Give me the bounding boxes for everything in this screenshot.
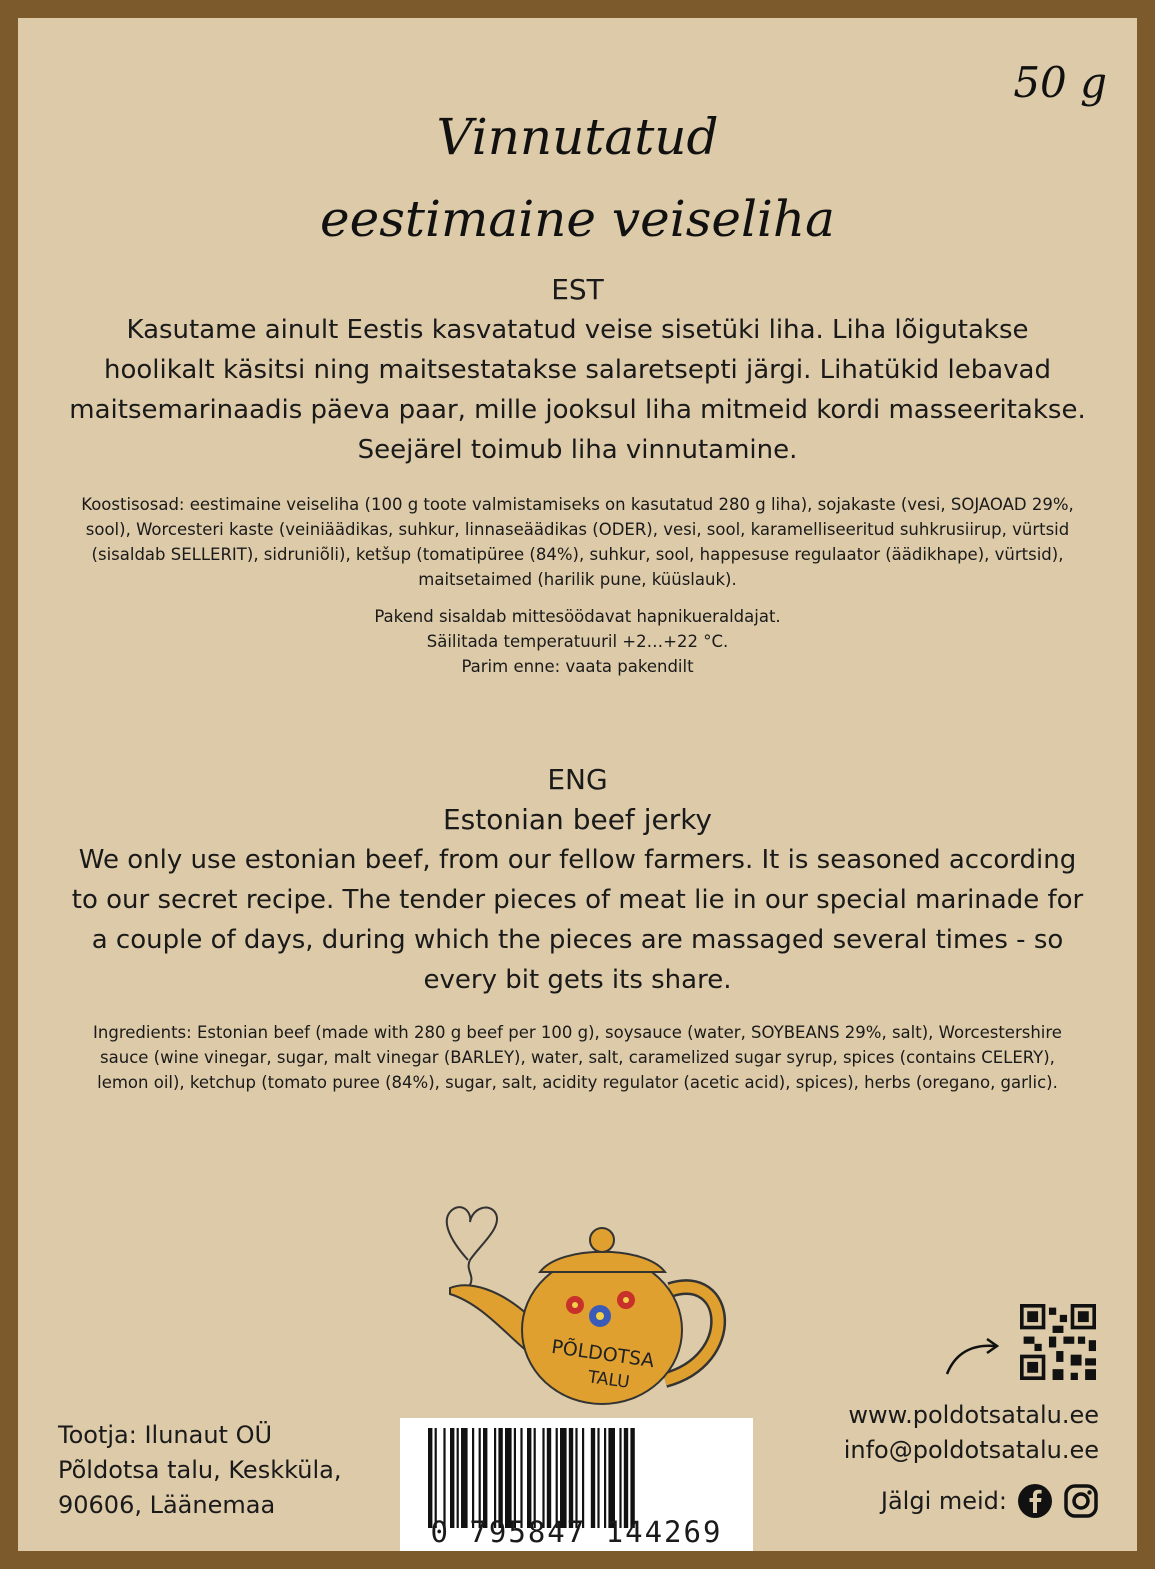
follow-label: Jälgi meid: xyxy=(880,1487,1007,1515)
barcode-bar xyxy=(547,1428,551,1528)
facebook-icon[interactable] xyxy=(1017,1483,1053,1519)
barcode-bar xyxy=(560,1428,567,1528)
flower-left-icon xyxy=(566,1296,584,1314)
eng-product-name: Estonian beef jerky xyxy=(442,803,712,836)
barcode-bar xyxy=(505,1428,512,1528)
barcode-bar xyxy=(569,1428,573,1528)
barcode-bar xyxy=(514,1428,516,1528)
barcode-bar xyxy=(520,1428,522,1528)
barcode-bar xyxy=(575,1428,577,1528)
qr-code-icon[interactable] xyxy=(1020,1304,1096,1380)
email-link[interactable]: info@poldotsatalu.ee xyxy=(843,1436,1099,1464)
barcode-bar xyxy=(527,1428,531,1528)
barcode-bar xyxy=(428,1428,432,1528)
flower-right-icon xyxy=(617,1291,635,1309)
contact-info xyxy=(844,1398,1099,1468)
product-label xyxy=(18,18,1137,1551)
est-storage-note: Säilitada temperatuuril +2…+22 °C. xyxy=(426,632,729,651)
est-language-heading: EST xyxy=(551,273,604,306)
instagram-icon[interactable] xyxy=(1063,1483,1099,1519)
logo-text-line-1: PÕLDOTSA xyxy=(550,1335,656,1373)
product-title-line-1: Vinnutatud xyxy=(436,108,719,166)
producer-line-2: Põldotsa talu, Keskküla, xyxy=(58,1456,342,1484)
product-title xyxy=(18,96,1137,260)
est-description: Kasutame ainult Eestis kasvatatud veise sisetüki liha. Liha lõigutakse hoolikalt käsitsi ning maitsestatakse salaretsepti järgi. Lihatükid lebavad maitsemarinaadis päeva paar, mille jooksul liha mitmeid kordi masseeritakse. Seejärel toimub liha vinnutamine. xyxy=(69,315,1086,465)
barcode-bar xyxy=(461,1428,468,1528)
logo-text-line-2: TALU xyxy=(586,1367,631,1393)
barcode-bar xyxy=(472,1428,474,1528)
est-best-before: Parim enne: vaata pakendilt xyxy=(461,657,694,676)
barcode-bar xyxy=(494,1428,496,1528)
eng-ingredients-text: Ingredients: Estonian beef (made with 280 g beef per 100 g), soysauce (water, SOYBEANS 29%, salt), Worcestershire sauce (wine vinegar, sugar, malt vinegar (BARLEY), water, salt, caramelized sugar syrup, spices (contains CELERY), lemon oil), ketchup (tomato puree (84%), sugar, salt, acidity regulator (acetic acid), spices), herbs (oregano, garlic). xyxy=(93,1023,1062,1092)
barcode-bar xyxy=(534,1428,536,1528)
barcode-bar xyxy=(608,1428,615,1528)
barcode-number: 0 795847 144269 xyxy=(430,1515,723,1549)
eng-language-heading: ENG xyxy=(547,763,608,796)
est-ingredients xyxy=(78,492,1077,679)
barcode-bar xyxy=(556,1428,558,1528)
eng-description: We only use estonian beef, from our fellow farmers. It is seasoned according to our secret recipe. The tender pieces of meat lie in our special marinade for a couple of days, during which the pieces are massaged several times - so every bit gets its share. xyxy=(71,845,1084,995)
social-follow xyxy=(881,1483,1099,1519)
barcode-bar xyxy=(479,1428,481,1528)
barcode-bar xyxy=(582,1428,584,1528)
producer-line-1: Tootja: Ilunaut OÜ xyxy=(58,1421,273,1449)
barcode-bar xyxy=(443,1428,445,1528)
barcode-bar xyxy=(624,1428,628,1528)
barcode-bar xyxy=(483,1428,487,1528)
barcode-bar xyxy=(604,1428,606,1528)
est-package-note: Pakend sisaldab mittesöödavat hapnikueraldajat. xyxy=(374,607,781,626)
barcode-bar xyxy=(630,1428,634,1528)
barcode-bar xyxy=(498,1428,502,1528)
website-link[interactable]: www.poldotsatalu.ee xyxy=(848,1401,1099,1429)
producer-info xyxy=(58,1418,341,1523)
flower-center-icon xyxy=(589,1305,611,1327)
barcode xyxy=(400,1418,753,1551)
barcode-bar xyxy=(435,1428,437,1528)
net-weight: 50 g xyxy=(1013,58,1107,107)
producer-line-3: 90606, Läänemaa xyxy=(58,1491,276,1519)
est-ingredients-text: Koostisosad: eestimaine veiseliha (100 g toote valmistamiseks on kasutatud 280 g liha), sojakaste (vesi, SOJAOAD 29%, sool), Worcesteri kaste (veiniäädikas, suhkur, linnaseäädikas (ODER), vesi, sool, karamelliseeritud suhkrusiirup, vürtsid (sisaldab SELLERIT), sidruniõli), ketšup (tomatipüree (84%), suhkur, sool, happesuse regulaator (äädikhape), vürtsid), xyxy=(81,495,1074,564)
est-section xyxy=(18,270,1137,679)
barcode-bar xyxy=(597,1428,599,1528)
barcode-bars xyxy=(400,1428,753,1528)
barcode-bar xyxy=(591,1428,595,1528)
product-title-line-2: eestimaine veiseliha xyxy=(320,190,835,248)
eng-ingredients xyxy=(78,1020,1077,1095)
curved-arrow-icon xyxy=(943,1336,1003,1378)
teapot-logo-icon xyxy=(430,1190,730,1410)
barcode-bar xyxy=(542,1428,544,1528)
barcode-bar xyxy=(619,1428,621,1528)
est-ingredients-end: maitsetaimed (harilik pune, küüslauk). xyxy=(418,570,737,589)
barcode-bar xyxy=(457,1428,459,1528)
barcode-bar xyxy=(450,1428,454,1528)
eng-section xyxy=(18,760,1137,1095)
